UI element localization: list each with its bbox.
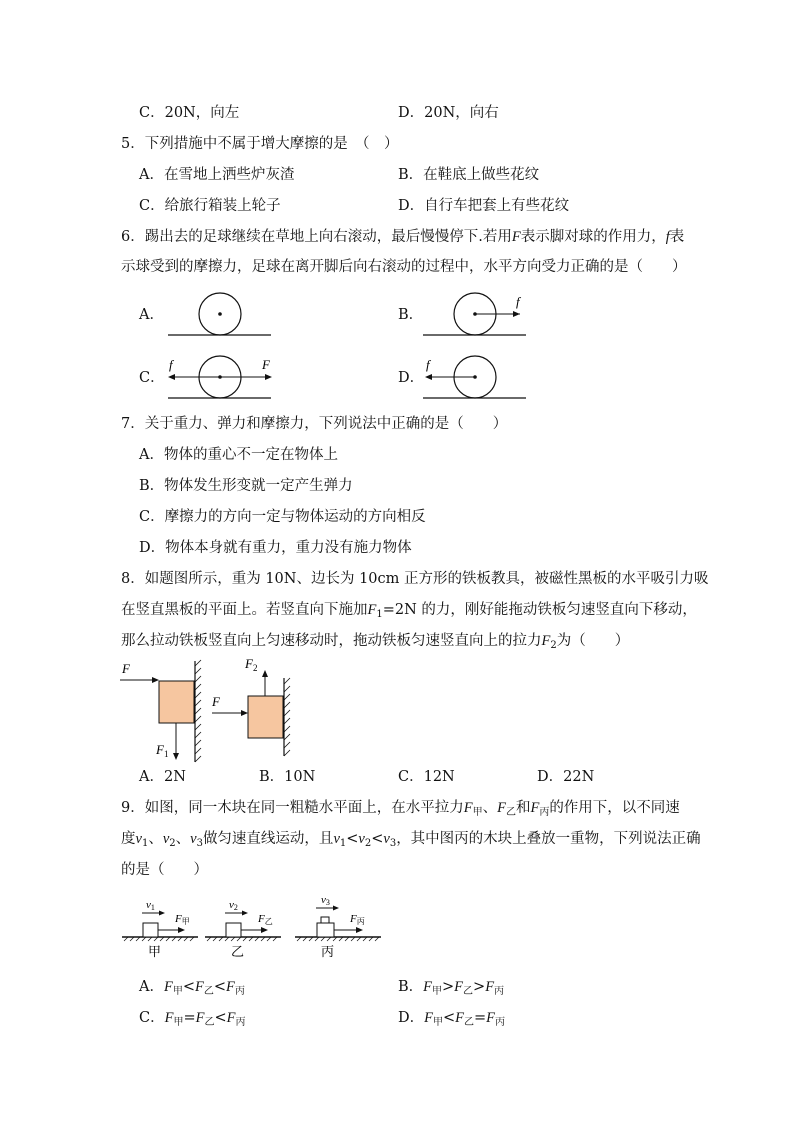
svg-text:F乙: F乙 [258, 913, 273, 926]
q8-option-d: D．22N [537, 769, 595, 785]
q6-b-f-label: f [516, 294, 520, 309]
q6-option-a: A． [139, 307, 164, 323]
q9-stem-line1: 9．如图，同一木块在同一粗糙水平面上，在水平拉力$F_甲$、$F_乙$和$F_丙$的作用下，以不同速 [121, 800, 680, 818]
q7-option-a: A．物体的重心不一定在物体上 [139, 447, 338, 463]
q8-stem-line3: 那么拉动铁板竖直向上匀速移动时，拖动铁板匀速竖直向上的拉力$F_2$为（ ） [121, 633, 630, 651]
q6-d-f-label: f [426, 357, 430, 372]
q9-figure-jia [122, 899, 198, 959]
svg-text:v3: v3 [321, 894, 330, 907]
q8-option-b: B．10N [259, 769, 316, 785]
q6-figure-d [420, 353, 530, 403]
q8-stem-line2: 在竖直黑板的平面上。若竖直向下施加$F_1=2N$ 的力，刚好能拖动铁板匀速竖直向下移动， [121, 602, 697, 620]
q9-figure-bing [295, 894, 381, 959]
q6-stem-line1: 6．踢出去的足球继续在草地上向右滚动，最后慢慢停下.若用F表示脚对球的作用力，f表 [121, 229, 685, 245]
q9-option-b: B．$F_甲>F_乙>F_丙$ [398, 979, 505, 997]
q8-stem-line1: 8．如题图所示，重为 10N、边长为 10cm 正方形的铁板教具，被磁性黑板的水平吸引力吸 [121, 571, 709, 587]
q9-option-c: C．$F_甲=F_乙<F_丙$ [139, 1010, 246, 1028]
svg-text:F甲: F甲 [175, 913, 190, 926]
svg-text:v1: v1 [146, 899, 155, 912]
q7-option-d: D．物体本身就有重力，重力没有施力物体 [139, 540, 412, 556]
q6-c-F-label: F [262, 357, 270, 372]
q8-F1-label: $F_1$ [156, 742, 169, 759]
q9-stem-line3: 的是（ ） [121, 862, 208, 878]
q8-figure [115, 656, 305, 766]
q6-stem-line2: 示球受到的摩擦力，足球在离开脚后向右滚动的过程中，水平方向受力正确的是（ ） [121, 259, 687, 275]
q8-option-c: C．12N [398, 769, 455, 785]
q7-option-c: C．摩擦力的方向一定与物体运动的方向相反 [139, 509, 426, 525]
q9-option-a: A．$F_甲<F_乙<F_丙$ [139, 979, 245, 997]
q5-option-a: A．在雪地上洒些炉灰渣 [139, 167, 295, 183]
q8-right-F-label: F [212, 694, 220, 709]
q9-option-d: D．$F_甲<F_乙=F_丙$ [398, 1010, 506, 1028]
q9-stem-line2: 度$v_1$、$v_2$、$v_3$做匀速直线运动，且$v_1<v_2<v_3$，其中图丙的木块上叠放一重物，下列说法正确 [121, 831, 701, 849]
q6-figure-b [420, 290, 530, 340]
q7-option-b: B．物体发生形变就一定产生弹力 [139, 478, 353, 494]
q6-figure-c [163, 353, 278, 403]
q8-left-F-label: F [122, 661, 130, 676]
q9-label-jia: 甲 [148, 944, 162, 959]
q6-c-f-label: f [169, 357, 173, 372]
q8-F2-label: $F_2$ [245, 656, 258, 673]
q7-stem: 7．关于重力、弹力和摩擦力，下列说法中正确的是（ ） [121, 416, 508, 432]
q4-option-d: D．20N，向右 [398, 105, 499, 121]
q5-option-d: D．自行车把套上有些花纹 [398, 198, 570, 214]
svg-text:v2: v2 [229, 899, 238, 912]
q9-figure [118, 893, 398, 963]
q6-option-b: B． [398, 307, 424, 323]
q5-stem: 5．下列措施中不属于增大摩擦的是 （ ） [121, 136, 399, 152]
q9-label-bing: 丙 [321, 944, 335, 959]
q4-option-c: C．20N，向左 [139, 105, 240, 121]
q8-option-a: A．2N [139, 769, 186, 785]
q6-option-c: C． [139, 370, 165, 386]
q9-label-yi: 乙 [231, 944, 245, 959]
q6-option-d: D． [398, 370, 425, 386]
svg-text:F丙: F丙 [350, 913, 365, 926]
q9-figure-yi [205, 899, 281, 959]
q6-figure-a [165, 290, 275, 340]
q5-option-c: C．给旅行箱装上轮子 [139, 198, 281, 214]
q5-option-b: B．在鞋底上做些花纹 [398, 167, 540, 183]
